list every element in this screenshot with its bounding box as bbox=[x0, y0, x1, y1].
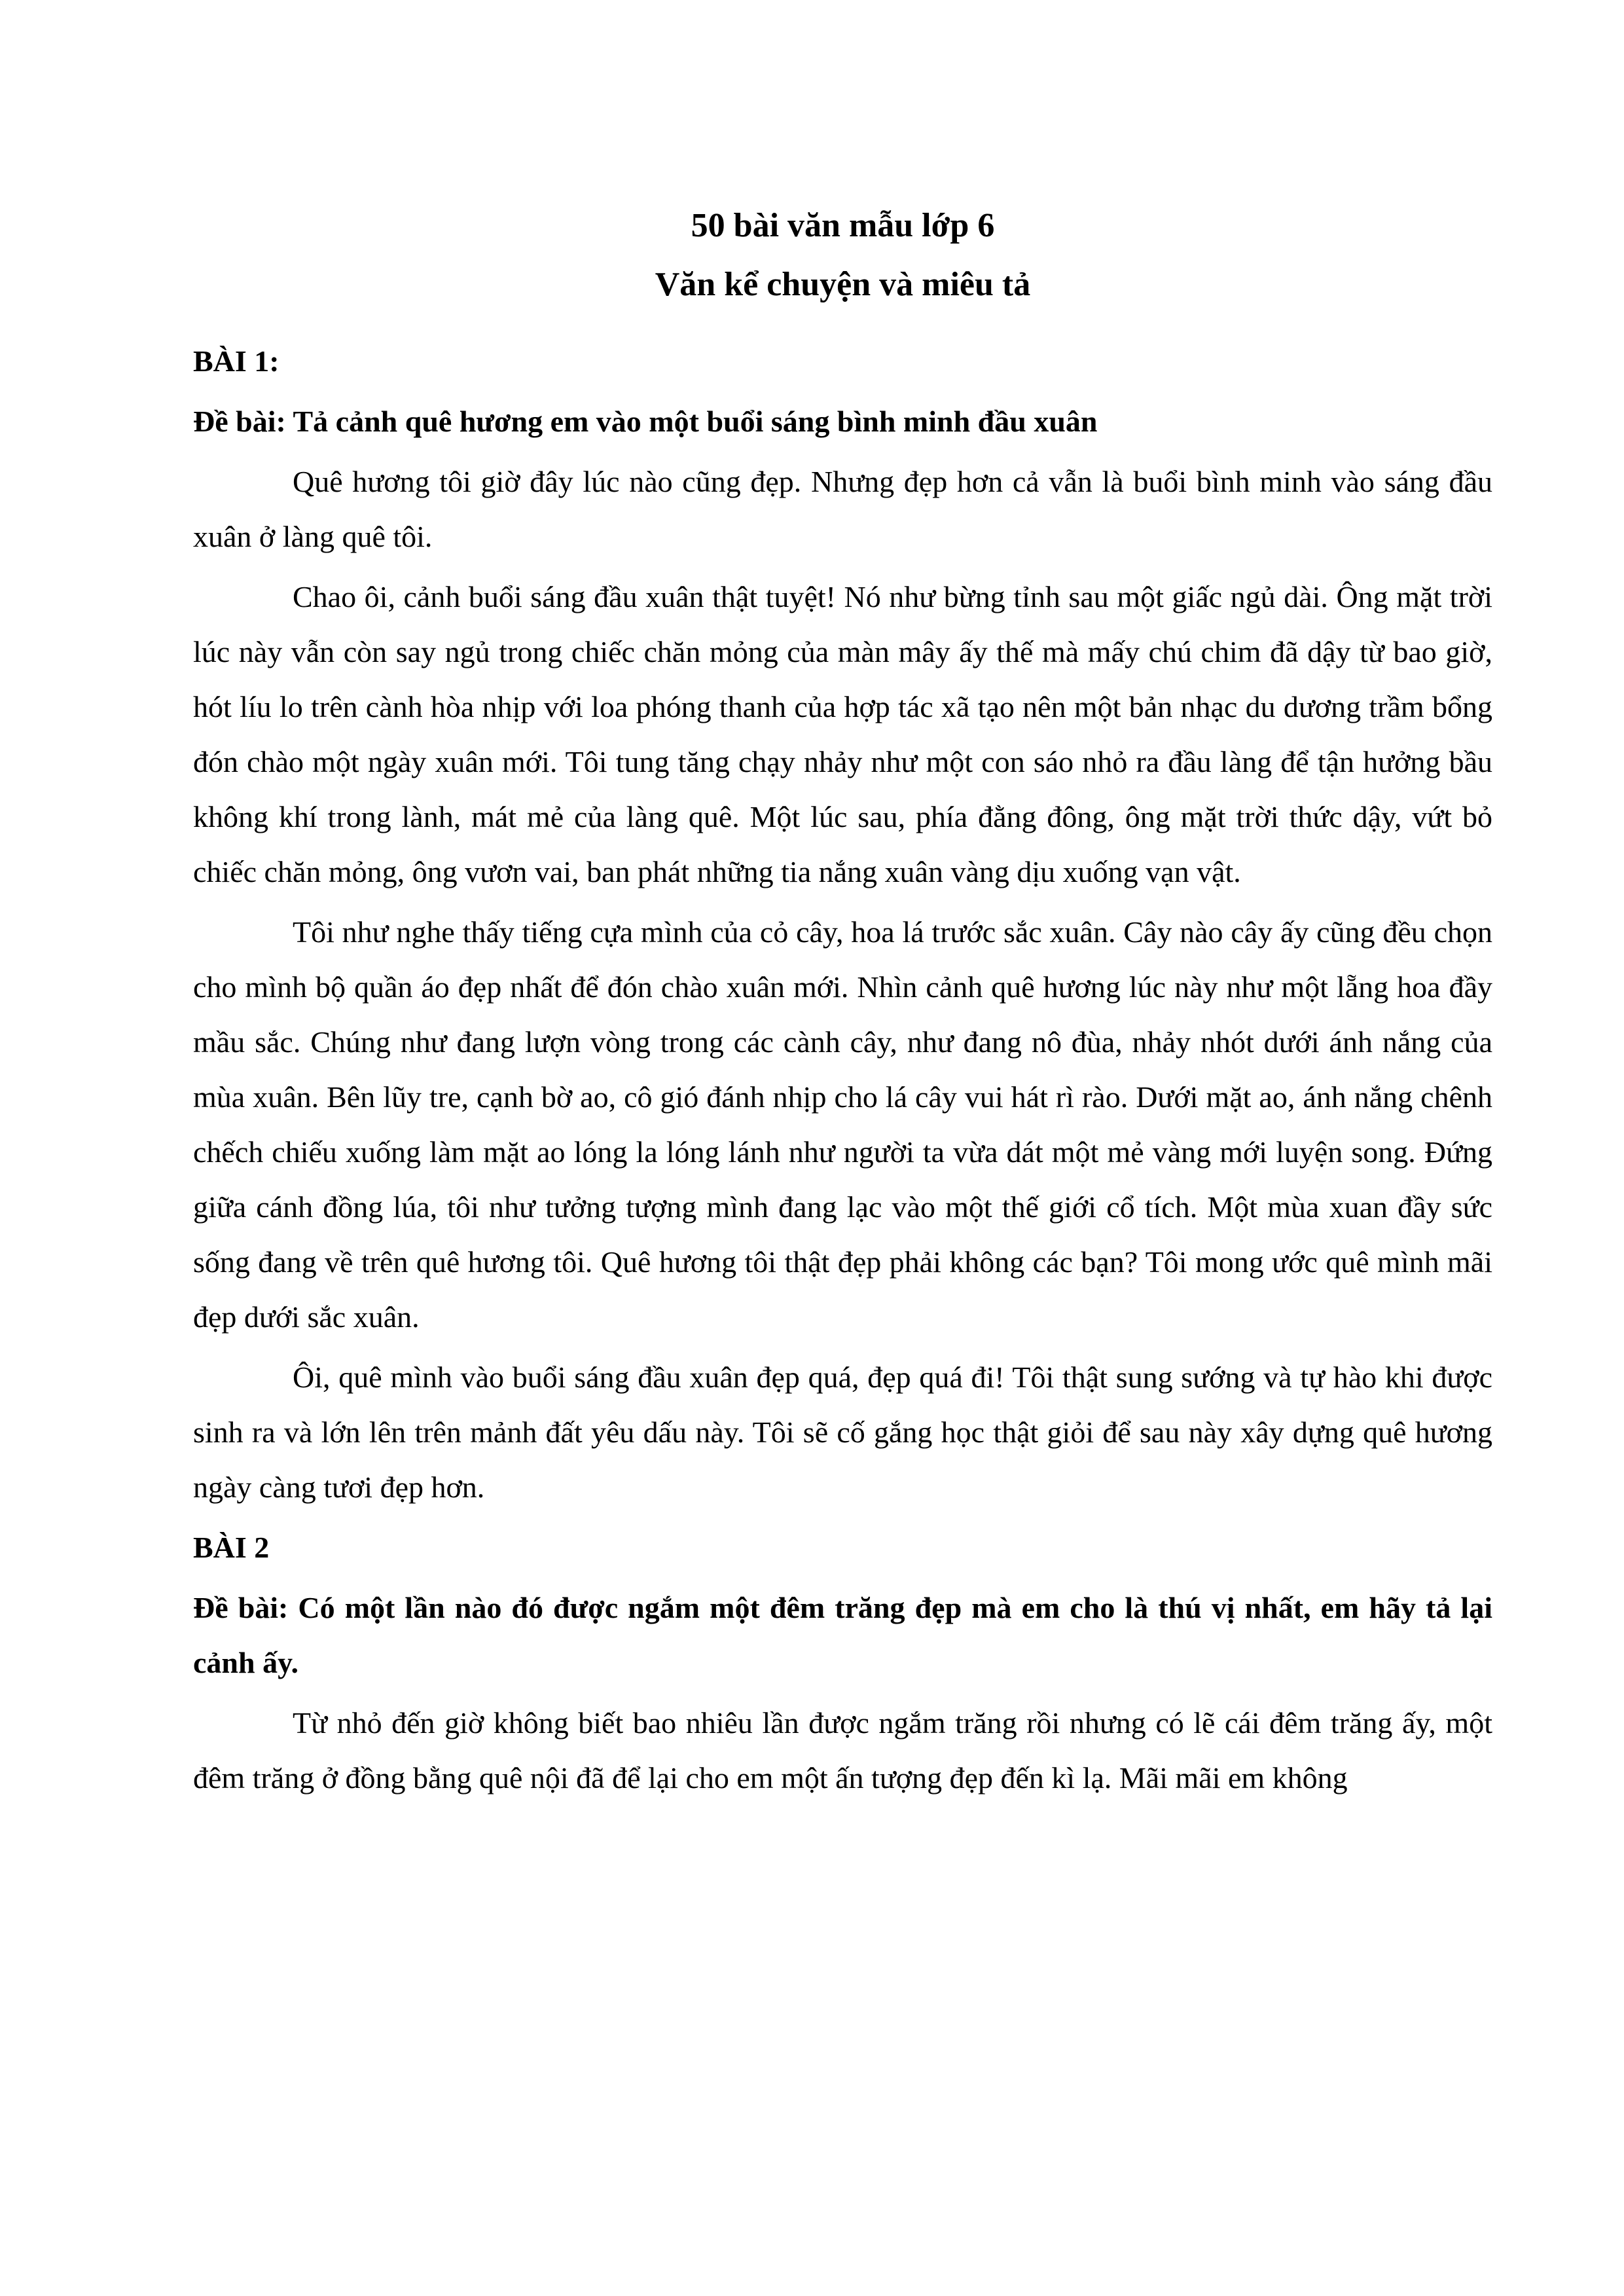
section-2 bbox=[193, 1520, 1492, 1806]
section-1 bbox=[193, 334, 1492, 1515]
section-2-prompt: Đề bài: Có một lần nào đó được ngắm một đêm trăng đẹp mà em cho là thú vị nhất, em hãy tả lại cảnh ấy. bbox=[193, 1591, 1492, 1679]
section-1-label: BÀI 1: bbox=[193, 344, 280, 378]
document-subtitle: Văn kể chuyện và miêu tả bbox=[655, 266, 1031, 303]
section-1-paragraph-2: Chao ôi, cảnh buổi sáng đầu xuân thật tuyệt! Nó như bừng tỉnh sau một giấc ngủ dài. Ông mặt trời lúc này vẫn còn say ngủ trong chiếc chăn mỏng của màn mây ấy thế mà mấy chú chim đã dậy từ bao giờ, hót líu lo trên cành hòa nhịp với loa phóng thanh của hợp tác xã tạo nên một bản nhạc du dương trầm bổng đón chào một ngày xuân mới. Tôi tung tăng chạy nhảy như một con sáo nhỏ ra đầu làng để tận hưởng bầu không khí trong lành, mát mẻ của làng quê. Một lúc sau, phía đằng đông, ông mặt trời thức dậy, vứt bỏ chiếc chăn mỏng, ông vươn vai, ban phát những tia nắng xuân vàng dịu xuống vạn vật. bbox=[193, 580, 1492, 888]
document-body bbox=[193, 196, 1492, 1806]
section-1-prompt: Đề bài: Tả cảnh quê hương em vào một buổi sáng bình minh đầu xuân bbox=[193, 405, 1098, 438]
section-2-label: BÀI 2 bbox=[193, 1531, 270, 1564]
section-2-paragraph-1: Từ nhỏ đến giờ không biết bao nhiêu lần được ngắm trăng rồi nhưng có lẽ cái đêm trăng ấy, một đêm trăng ở đồng bằng quê nội đã để lại cho em một ấn tượng đẹp đến kì lạ. Mãi mãi em không bbox=[193, 1706, 1492, 1795]
document-title: 50 bài văn mẫu lớp 6 bbox=[691, 207, 995, 244]
section-1-paragraph-3: Tôi như nghe thấy tiếng cựa mình của cỏ cây, hoa lá trước sắc xuân. Cây nào cây ấy cũng đều chọn cho mình bộ quần áo đẹp nhất để đón chào xuân mới. Nhìn cảnh quê hương lúc này như một lẵng hoa đầy mầu sắc. Chúng như đang lượn vòng trong các cành cây, như đang nô đùa, nhảy nhót dưới ánh nắng của mùa xuân. Bên lũy tre, cạnh bờ ao, cô gió đánh nhịp cho lá cây vui hát rì rào. Dưới mặt ao, ánh nắng chênh chếch chiếu xuống làm mặt ao lóng la lóng lánh như người ta vừa dát một mẻ vàng mới luyện song. Đứng giữa cánh đồng lúa, tôi như tưởng tượng mình đang lạc vào một thế giới cổ tích. Một mùa xuan đầy sức sống đang về trên quê hương tôi. Quê hương tôi thật đẹp phải không các bạn? Tôi mong ước quê mình mãi đẹp dưới sắc xuân. bbox=[193, 915, 1492, 1334]
section-1-paragraph-4: Ôi, quê mình vào buổi sáng đầu xuân đẹp quá, đẹp quá đi! Tôi thật sung sướng và tự hào khi được sinh ra và lớn lên trên mảnh đất yêu dấu này. Tôi sẽ cố gắng học thật giỏi để sau này xây dựng quê hương ngày càng tươi đẹp hơn. bbox=[193, 1360, 1492, 1504]
section-1-paragraph-1: Quê hương tôi giờ đây lúc nào cũng đẹp. Nhưng đẹp hơn cả vẫn là buổi bình minh vào sáng đầu xuân ở làng quê tôi. bbox=[193, 465, 1492, 553]
